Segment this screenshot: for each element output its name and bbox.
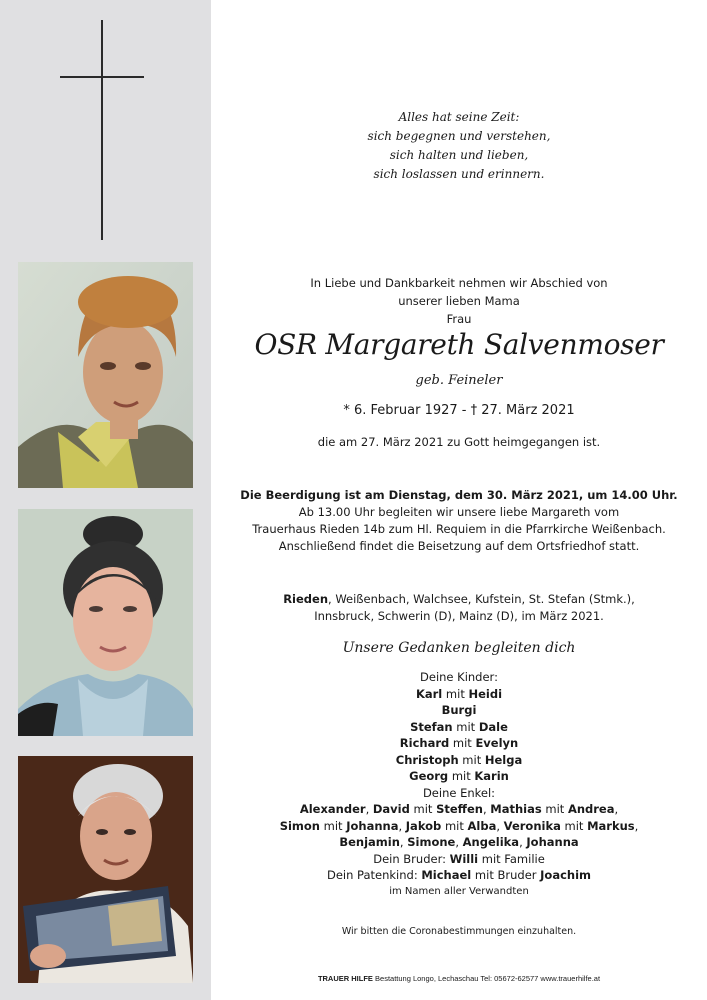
footer bbox=[211, 974, 707, 983]
corona-notice: Wir bitten die Coronabestimmungen einzuhalten. bbox=[341, 926, 577, 937]
child-entry: Richard mit Evelyn bbox=[399, 736, 519, 750]
sidebar bbox=[0, 0, 211, 1000]
deceased-name: OSR Margareth Salvenmoser bbox=[254, 328, 664, 361]
grandchildren-line: Benjamin, Simone, Angelika, Johanna bbox=[339, 835, 579, 849]
motto-line: Alles hat seine Zeit: bbox=[398, 110, 520, 124]
funeral-details bbox=[211, 487, 707, 555]
child-entry: Karl mit Heidi bbox=[415, 686, 503, 701]
child-entry: Georg mit Karin bbox=[409, 769, 509, 783]
grandchildren-label: Deine Enkel: bbox=[422, 785, 496, 800]
motto-line: sich loslassen und erinnern. bbox=[373, 167, 545, 181]
maiden-name: geb. Feineler bbox=[415, 373, 503, 388]
funeral-line: Trauerhaus Rieden 14b zum Hl. Requiem in die Pfarrkirche Weißenbach. bbox=[252, 522, 666, 536]
portrait-photo-older bbox=[18, 756, 193, 983]
grandchildren-line: Simon mit Johanna, Jakob mit Alba, Veronika mit Markus, bbox=[279, 818, 639, 833]
passed-note: die am 27. März 2021 zu Gott heimgegangen ist. bbox=[317, 435, 601, 449]
funeral-headline: Die Beerdigung ist am Dienstag, dem 30. März 2021, um 14.00 Uhr. bbox=[240, 488, 678, 502]
intro-line: unserer lieben Mama bbox=[398, 294, 520, 308]
funeral-line: Ab 13.00 Uhr begleiten wir unsere liebe Margareth vom bbox=[298, 505, 620, 519]
children-label: Deine Kinder: bbox=[420, 670, 498, 684]
cross-icon-horizontal bbox=[60, 76, 144, 78]
intro-line: Frau bbox=[446, 312, 472, 326]
child-entry: Burgi bbox=[441, 703, 477, 717]
motto-line: sich halten und lieben, bbox=[389, 148, 529, 162]
life-dates: * 6. Februar 1927 - † 27. März 2021 bbox=[343, 403, 575, 418]
grandchildren-line: Alexander, David mit Steffen, Mathias mit Andrea, bbox=[299, 802, 619, 816]
thoughts-heading: Unsere Gedanken begleiten dich bbox=[342, 640, 576, 656]
child-entry: Stefan mit Dale bbox=[410, 719, 508, 734]
family-list bbox=[211, 669, 707, 900]
places-and-date bbox=[211, 591, 707, 625]
motto-poem bbox=[211, 108, 707, 184]
places-rest: , Weißenbach, Walchsee, Kufstein, St. Stefan (Stmk.), bbox=[328, 592, 635, 606]
portrait-photo-young bbox=[18, 262, 193, 488]
cross-icon-vertical bbox=[101, 20, 103, 240]
portrait-photo-middle bbox=[18, 509, 193, 736]
relatives-note: im Namen aller Verwandten bbox=[389, 885, 529, 897]
intro-line: In Liebe und Dankbarkeit nehmen wir Abschied von bbox=[310, 276, 608, 290]
brother-entry: Dein Bruder: Willi mit Familie bbox=[373, 851, 545, 866]
child-entry: Christoph mit Helga bbox=[395, 752, 523, 767]
intro-text bbox=[211, 274, 707, 328]
footer-brand: TRAUER HILFE bbox=[317, 974, 373, 983]
funeral-line: Anschließend findet die Beisetzung auf dem Ortsfriedhof statt. bbox=[278, 539, 640, 553]
place-rieden: Rieden bbox=[283, 592, 329, 606]
footer-text: Bestattung Longo, Lechaschau Tel: 05672-62577 www.trauerhilfe.at bbox=[372, 974, 601, 983]
godchild-entry: Dein Patenkind: Michael mit Bruder Joachim bbox=[326, 868, 592, 882]
places-line: Innsbruck, Schwerin (D), Mainz (D), im März 2021. bbox=[314, 609, 604, 623]
motto-line: sich begegnen und verstehen, bbox=[367, 129, 551, 143]
